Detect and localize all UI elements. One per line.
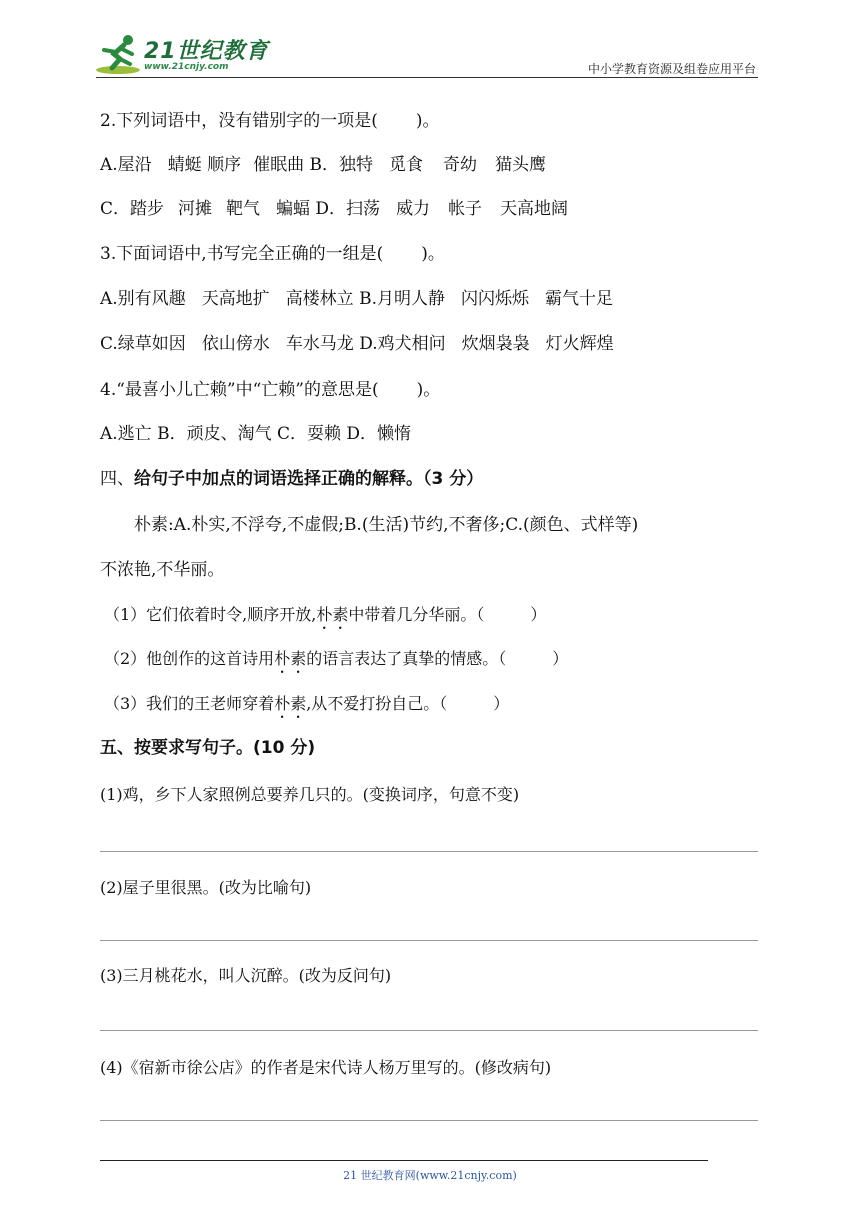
q2-option-text: 觅食 <box>389 155 423 175</box>
q2-option-text: 催眠曲 B．独特 <box>253 155 373 175</box>
emphasized-word: 朴素 <box>274 694 307 713</box>
site-logo[interactable] <box>94 32 269 78</box>
answer-line-1[interactable] <box>100 851 758 852</box>
section4-heading <box>100 471 483 488</box>
q2-option-text: 帐子 <box>448 199 483 219</box>
q3-stem <box>100 246 445 263</box>
emphasized-word: 朴素 <box>316 605 349 624</box>
answer-line-4[interactable] <box>100 1120 758 1121</box>
q3-stem-text: 3.下面词语中,书写完全正确的一组是( <box>100 244 384 264</box>
q2-stem <box>100 113 440 130</box>
q2-options-row2 <box>100 201 568 218</box>
definition-line-1: 朴素:A.朴实,不浮夸,不虚假;B.(生活)节约,不奢侈;C.(颜色、式样等) <box>134 515 639 535</box>
section4-item-3 <box>104 694 509 722</box>
section5-item-3: (3)三月桃花水，叫人沉醉。(改为反问句) <box>100 966 392 985</box>
item-text: 的语言表达了真挚的情感。（ <box>306 649 507 668</box>
q2-option-text: 威力 <box>396 199 431 219</box>
footer-link[interactable]: 21 世纪教育网(www.21cnjy.com) <box>343 1169 517 1182</box>
q2-option-text: A.屋沿 <box>100 155 152 175</box>
platform-name: 中小学教育资源及组卷应用平台 <box>587 62 756 76</box>
q4-options: A.逃亡 B．顽皮、淘气 C．耍赖 D．懒惰 <box>100 424 412 444</box>
q2-option-text: C．踏步 <box>100 199 165 219</box>
q2-option-text: 猫头鹰 <box>495 155 546 175</box>
item-text: ） <box>530 605 547 624</box>
q2-option-text: 靶气 <box>226 199 261 219</box>
q4-stem-text: 4.“最喜小儿亡赖”中“亡赖”的意思是( <box>100 380 379 400</box>
page-header <box>0 0 860 82</box>
answer-line-3[interactable] <box>100 1030 758 1031</box>
q2-option-text: 河摊 <box>178 199 213 219</box>
q3-option-text: 炊烟袅袅 <box>461 334 530 354</box>
q3-option-text: 依山傍水 <box>201 334 270 354</box>
item-text: ,从不爱打扮自己。（ <box>306 694 448 713</box>
definition-line-2: 不浓艳,不华丽。 <box>100 560 225 580</box>
q3-options-row1 <box>100 291 613 308</box>
q3-option-text: A.别有风趣 <box>100 289 186 309</box>
q3-stem-end: )。 <box>421 244 445 264</box>
header-divider <box>96 77 758 78</box>
section5-item-2: (2)屋子里很黑。(改为比喻句) <box>100 878 312 897</box>
q3-option-text: 灯火辉煌 <box>545 334 614 354</box>
q2-stem-text: 2.下列词语中，没有错别字的一项是( <box>100 111 378 131</box>
item-text: ） <box>493 694 510 713</box>
answer-line-2[interactable] <box>100 940 758 941</box>
item-text: 中带着几分华丽。（ <box>348 605 485 624</box>
runner-logo-icon <box>94 32 144 76</box>
q3-option-text: 天高地扩 <box>201 289 270 309</box>
logo-main-text: 21世纪教育 <box>144 39 269 64</box>
item-text: （2）他创作的这首诗用 <box>104 649 275 668</box>
section4-title: 给句子中加点的词语选择正确的解释。（3 分） <box>134 469 484 489</box>
q3-option-text: 高楼林立 B.月明人静 <box>285 289 445 309</box>
q4-stem <box>100 382 440 399</box>
q4-stem-end: )。 <box>416 380 441 400</box>
section5-item-1: (1)鸡，乡下人家照例总要养几只的。(变换词序，句意不变) <box>100 785 520 804</box>
item-text: （1）它们依着时令,顺序开放, <box>104 605 317 624</box>
emphasized-word: 朴素 <box>274 649 307 668</box>
section5-item-4: (4)《宿新市徐公店》的作者是宋代诗人杨万里写的。(修改病句) <box>100 1058 552 1077</box>
logo-url-text: www.21cnjy.com <box>144 62 229 72</box>
q2-options-row1 <box>100 157 546 174</box>
q3-option-text: 闪闪烁烁 <box>461 289 529 309</box>
q3-option-text: C.绿草如因 <box>100 334 186 354</box>
q2-stem-end: )。 <box>415 111 440 131</box>
q3-options-row2 <box>100 336 614 353</box>
q3-option-text: 霸气十足 <box>545 289 613 309</box>
q2-option-text: 天高地阔 <box>500 199 569 219</box>
q3-option-text: 车水马龙 D.鸡犬相问 <box>285 334 446 354</box>
section4-prefix: 四、 <box>100 469 134 489</box>
item-text: ） <box>552 649 569 668</box>
q2-option-text: 奇幼 <box>443 155 477 175</box>
section4-item-1 <box>104 605 546 633</box>
q2-option-text: 蝙蝠 D．扫荡 <box>276 199 381 219</box>
footer-divider <box>100 1160 708 1161</box>
item-text: （3）我们的王老师穿着 <box>104 694 275 713</box>
section4-item-2 <box>104 649 568 677</box>
section5-heading: 五、按要求写句子。(10 分) <box>100 738 316 758</box>
q2-option-text: 蜻蜓 顺序 <box>167 155 242 175</box>
